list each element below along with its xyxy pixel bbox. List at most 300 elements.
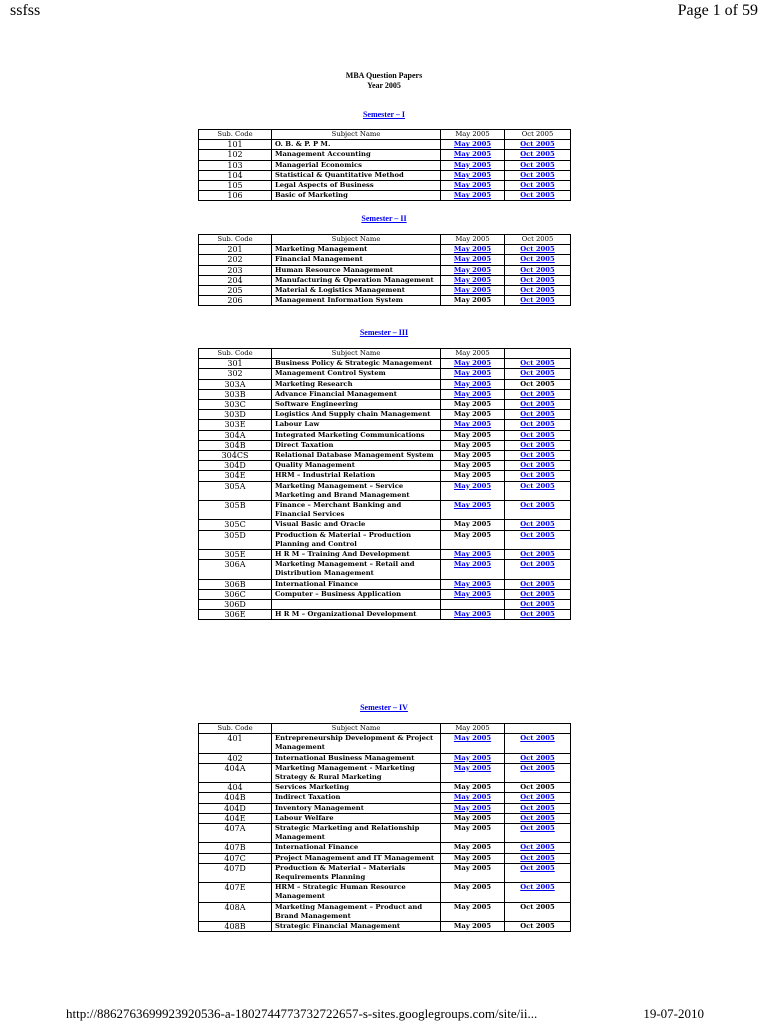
may-2005-paper-link[interactable]: May 2005	[453, 734, 492, 743]
may-2005-paper-link[interactable]: May 2005	[453, 560, 492, 569]
may-2005-cell	[441, 265, 505, 275]
may-2005-cell	[441, 763, 505, 782]
print-header-title: ssfss	[10, 2, 41, 19]
subject-name-cell: Marketing Research	[272, 379, 441, 389]
sub-code-cell: 408B	[199, 922, 272, 932]
oct-2005-cell	[505, 501, 571, 520]
table-row	[199, 853, 571, 863]
sub-code-cell: 304B	[199, 440, 272, 450]
subject-name-cell: Labour Law	[272, 420, 441, 430]
oct-2005-cell	[505, 600, 571, 610]
column-header-sub-code: Sub. Code	[199, 349, 272, 359]
sub-code-cell: 306B	[199, 579, 272, 589]
oct-2005-cell	[505, 461, 571, 471]
sub-code-cell: 305E	[199, 550, 272, 560]
may-2005-paper-link[interactable]: May 2005	[453, 181, 492, 190]
oct-2005-cell	[505, 824, 571, 843]
may-2005-paper-link[interactable]: May 2005	[453, 610, 492, 619]
subject-name-cell: HRM – Strategic Human Resource Management	[272, 883, 441, 902]
table-row	[199, 550, 571, 560]
oct-2005-cell	[505, 170, 571, 180]
oct-2005-paper-link[interactable]: Oct 2005	[520, 734, 555, 743]
subject-name-cell: Marketing Management - Marketing Strategy & Rural Marketing	[272, 763, 441, 782]
column-header-oct: Oct 2005	[505, 235, 571, 245]
may-2005-cell: May 2005	[441, 530, 505, 549]
oct-2005-paper-link[interactable]: Oct 2005	[520, 359, 555, 368]
table-row	[199, 793, 571, 803]
sub-code-cell: 401	[199, 734, 272, 753]
subject-name-cell: Project Management and IT Management	[272, 853, 441, 863]
may-2005-paper-link[interactable]: May 2005	[453, 420, 492, 429]
sub-code-cell: 407A	[199, 824, 272, 843]
may-2005-cell: May 2005	[441, 440, 505, 450]
may-2005-cell	[441, 191, 505, 201]
subject-name-cell: Business Policy & Strategic Management	[272, 359, 441, 369]
subject-name-cell: Managerial Economics	[272, 160, 441, 170]
subject-name-cell: Logistics And Supply chain Management	[272, 410, 441, 420]
table-row	[199, 379, 571, 389]
subject-name-cell: Human Resource Management	[272, 265, 441, 275]
may-2005-cell	[441, 359, 505, 369]
table-row	[199, 181, 571, 191]
oct-2005-cell	[505, 579, 571, 589]
may-2005-paper-link[interactable]: May 2005	[453, 579, 492, 588]
subject-name-cell: H R M – Organizational Development	[272, 610, 441, 620]
may-2005-cell: May 2005	[441, 520, 505, 530]
table-row	[199, 389, 571, 399]
may-2005-paper-link[interactable]: May 2005	[453, 275, 492, 284]
sub-code-cell: 404E	[199, 813, 272, 823]
oct-2005-paper-link[interactable]: Oct 2005	[520, 863, 555, 872]
table-row	[199, 530, 571, 549]
subject-name-cell: Entrepreneurship Development & Project Management	[272, 734, 441, 753]
may-2005-cell	[441, 793, 505, 803]
oct-2005-paper-link[interactable]: Oct 2005	[520, 140, 555, 149]
may-2005-cell: May 2005	[441, 883, 505, 902]
oct-2005-cell	[505, 589, 571, 599]
may-2005-paper-link[interactable]: May 2005	[453, 753, 492, 762]
oct-2005-paper-link[interactable]: Oct 2005	[520, 763, 555, 772]
sub-code-cell: 204	[199, 275, 272, 285]
sub-code-cell: 104	[199, 170, 272, 180]
oct-2005-cell	[505, 369, 571, 379]
sub-code-cell: 402	[199, 753, 272, 763]
table-row	[199, 400, 571, 410]
may-2005-cell	[441, 803, 505, 813]
subject-name-cell: Software Engineering	[272, 400, 441, 410]
may-2005-cell: May 2005	[441, 902, 505, 921]
sub-code-cell: 202	[199, 255, 272, 265]
table-row	[199, 600, 571, 610]
subject-name-cell: Relational Database Management System	[272, 451, 441, 461]
oct-2005-cell	[505, 400, 571, 410]
table-row	[199, 520, 571, 530]
table-row	[199, 610, 571, 620]
document-title-line1: MBA Question Papers	[345, 71, 423, 80]
oct-2005-paper-link[interactable]: Oct 2005	[520, 296, 555, 305]
table-row	[199, 753, 571, 763]
table-row	[199, 369, 571, 379]
column-header-subject-name: Subject Name	[272, 724, 441, 734]
semester-1-heading-link[interactable]: Semester – I	[362, 110, 406, 119]
column-header-oct: Oct 2005	[505, 130, 571, 140]
may-2005-paper-link[interactable]: May 2005	[453, 589, 492, 598]
column-header-sub-code: Sub. Code	[199, 235, 272, 245]
semester-4-table	[198, 723, 571, 932]
table-row	[199, 481, 571, 500]
table-row	[199, 902, 571, 921]
subject-name-cell: Management Control System	[272, 369, 441, 379]
table-row	[199, 589, 571, 599]
oct-2005-paper-link[interactable]: Oct 2005	[520, 369, 555, 378]
may-2005-cell	[441, 589, 505, 599]
oct-2005-cell	[505, 481, 571, 500]
oct-2005-paper-link[interactable]: Oct 2005	[520, 245, 555, 254]
oct-2005-paper-link[interactable]: Oct 2005	[520, 481, 555, 490]
table-row	[199, 410, 571, 420]
sub-code-cell: 407C	[199, 853, 272, 863]
oct-2005-paper-link[interactable]: Oct 2005	[520, 589, 555, 598]
sub-code-cell: 404	[199, 783, 272, 793]
oct-2005-cell	[505, 610, 571, 620]
table-row	[199, 824, 571, 843]
sub-code-cell: 105	[199, 181, 272, 191]
may-2005-cell	[441, 170, 505, 180]
oct-2005-paper-link[interactable]: Oct 2005	[520, 420, 555, 429]
table-row	[199, 286, 571, 296]
may-2005-paper-link[interactable]: May 2005	[453, 160, 492, 169]
may-2005-cell: May 2005	[441, 430, 505, 440]
sub-code-cell: 306C	[199, 589, 272, 599]
may-2005-cell: May 2005	[441, 783, 505, 793]
oct-2005-cell	[505, 843, 571, 853]
may-2005-paper-link[interactable]: May 2005	[453, 191, 492, 200]
subject-name-cell: Labour Welfare	[272, 813, 441, 823]
subject-name-cell: Marketing Management – Service Marketing and Brand Management	[272, 481, 441, 500]
may-2005-paper-link[interactable]: May 2005	[453, 501, 492, 510]
oct-2005-paper-link[interactable]: Oct 2005	[520, 170, 555, 179]
subject-name-cell: Indirect Taxation	[272, 793, 441, 803]
subject-name-cell: Integrated Marketing Communications	[272, 430, 441, 440]
may-2005-paper-link[interactable]: May 2005	[453, 245, 492, 254]
table-row	[199, 160, 571, 170]
may-2005-paper-link[interactable]: May 2005	[453, 379, 492, 388]
sub-code-cell: 404B	[199, 793, 272, 803]
subject-name-cell: Material & Logistics Management	[272, 286, 441, 296]
sub-code-cell: 304E	[199, 471, 272, 481]
oct-2005-cell	[505, 803, 571, 813]
oct-2005-paper-link[interactable]: Oct 2005	[520, 400, 555, 409]
may-2005-cell: May 2005	[441, 813, 505, 823]
subject-name-cell: Management Accounting	[272, 150, 441, 160]
sub-code-cell: 302	[199, 369, 272, 379]
oct-2005-cell	[505, 753, 571, 763]
may-2005-cell	[441, 753, 505, 763]
table-row	[199, 275, 571, 285]
oct-2005-cell	[505, 734, 571, 753]
oct-2005-cell	[505, 813, 571, 823]
document-title-line2: Year 2005	[367, 80, 401, 90]
column-header-may: May 2005	[441, 724, 505, 734]
oct-2005-cell	[505, 471, 571, 481]
may-2005-paper-link[interactable]: May 2005	[453, 265, 492, 274]
column-header-sub-code: Sub. Code	[199, 130, 272, 140]
oct-2005-cell	[505, 150, 571, 160]
table-row	[199, 783, 571, 793]
subject-name-cell: Strategic Financial Management	[272, 922, 441, 932]
oct-2005-paper-link[interactable]: Oct 2005	[520, 430, 555, 439]
subject-name-cell: International Finance	[272, 843, 441, 853]
oct-2005-cell	[505, 275, 571, 285]
may-2005-paper-link[interactable]: May 2005	[453, 140, 492, 149]
may-2005-paper-link[interactable]: May 2005	[453, 481, 492, 490]
may-2005-paper-link[interactable]: May 2005	[453, 150, 492, 159]
may-2005-cell: May 2005	[441, 400, 505, 410]
oct-2005-paper-link[interactable]: Oct 2005	[520, 181, 555, 190]
sub-code-cell: 404D	[199, 803, 272, 813]
subject-name-cell: HRM – Industrial Relation	[272, 471, 441, 481]
sub-code-cell: 201	[199, 245, 272, 255]
sub-code-cell: 306E	[199, 610, 272, 620]
subject-name-cell: Production & Material – Production Planning and Control	[272, 530, 441, 549]
table-row	[199, 359, 571, 369]
table-row	[199, 471, 571, 481]
oct-2005-paper-link[interactable]: Oct 2005	[520, 160, 555, 169]
oct-2005-paper-link[interactable]: Oct 2005	[520, 813, 555, 822]
oct-2005-paper-link[interactable]: Oct 2005	[520, 579, 555, 588]
oct-2005-paper-link[interactable]: Oct 2005	[520, 550, 555, 559]
may-2005-cell: May 2005	[441, 853, 505, 863]
column-header-subject-name: Subject Name	[272, 130, 441, 140]
subject-name-cell: H R M – Training And Development	[272, 550, 441, 560]
oct-2005-paper-link[interactable]: Oct 2005	[520, 753, 555, 762]
may-2005-cell: May 2005	[441, 461, 505, 471]
oct-2005-cell	[505, 140, 571, 150]
semester-4-heading-link[interactable]: Semester – IV	[360, 703, 408, 712]
sub-code-cell: 407E	[199, 883, 272, 902]
sub-code-cell: 303D	[199, 410, 272, 420]
sub-code-cell: 304CS	[199, 451, 272, 461]
oct-2005-paper-link[interactable]: Oct 2005	[520, 843, 555, 852]
column-header-oct	[505, 349, 571, 359]
column-header-subject-name: Subject Name	[272, 349, 441, 359]
oct-2005-cell	[505, 560, 571, 579]
column-header-sub-code: Sub. Code	[199, 724, 272, 734]
subject-name-cell: Manufacturing & Operation Management	[272, 275, 441, 285]
sub-code-cell: 102	[199, 150, 272, 160]
sub-code-cell: 303B	[199, 389, 272, 399]
may-2005-cell	[441, 550, 505, 560]
table-row	[199, 245, 571, 255]
may-2005-cell	[441, 140, 505, 150]
subject-name-cell: Marketing Management	[272, 245, 441, 255]
oct-2005-cell	[505, 389, 571, 399]
oct-2005-cell	[505, 853, 571, 863]
oct-2005-cell	[505, 265, 571, 275]
oct-2005-cell	[505, 763, 571, 782]
oct-2005-paper-link[interactable]: Oct 2005	[520, 440, 555, 449]
subject-name-cell: Services Marketing	[272, 783, 441, 793]
oct-2005-cell: Oct 2005	[505, 922, 571, 932]
sub-code-cell: 304A	[199, 430, 272, 440]
sub-code-cell: 305C	[199, 520, 272, 530]
may-2005-cell: May 2005	[441, 296, 505, 306]
may-2005-paper-link[interactable]: May 2005	[453, 389, 492, 398]
oct-2005-cell	[505, 520, 571, 530]
sub-code-cell: 206	[199, 296, 272, 306]
may-2005-cell	[441, 560, 505, 579]
oct-2005-cell	[505, 530, 571, 549]
table-row	[199, 501, 571, 520]
sub-code-cell: 303E	[199, 420, 272, 430]
may-2005-paper-link[interactable]: May 2005	[453, 359, 492, 368]
oct-2005-paper-link[interactable]: Oct 2005	[520, 265, 555, 274]
subject-name-cell: O. B. & P. P M.	[272, 140, 441, 150]
subject-name-cell: Finance – Merchant Banking and Financial Services	[272, 501, 441, 520]
oct-2005-paper-link[interactable]: Oct 2005	[520, 191, 555, 200]
may-2005-paper-link[interactable]: May 2005	[453, 255, 492, 264]
sub-code-cell: 101	[199, 140, 272, 150]
may-2005-cell	[441, 579, 505, 589]
oct-2005-paper-link[interactable]: Oct 2005	[520, 286, 555, 295]
table-row	[199, 803, 571, 813]
subject-name-cell: Inventory Management	[272, 803, 441, 813]
oct-2005-paper-link[interactable]: Oct 2005	[520, 793, 555, 802]
may-2005-cell: May 2005	[441, 843, 505, 853]
column-header-may: May 2005	[441, 349, 505, 359]
semester-2-table	[198, 234, 571, 306]
oct-2005-paper-link[interactable]: Oct 2005	[520, 389, 555, 398]
subject-name-cell: Visual Basic and Oracle	[272, 520, 441, 530]
table-row	[199, 430, 571, 440]
oct-2005-paper-link[interactable]: Oct 2005	[520, 520, 555, 529]
subject-name-cell: Financial Management	[272, 255, 441, 265]
table-row	[199, 560, 571, 579]
document-title	[0, 71, 768, 90]
oct-2005-paper-link[interactable]: Oct 2005	[520, 471, 555, 480]
semester-3-heading-link[interactable]: Semester – III	[359, 328, 409, 337]
oct-2005-cell	[505, 863, 571, 882]
oct-2005-paper-link[interactable]: Oct 2005	[520, 255, 555, 264]
oct-2005-paper-link[interactable]: Oct 2005	[520, 560, 555, 569]
oct-2005-paper-link[interactable]: Oct 2005	[520, 410, 555, 419]
sub-code-cell: 205	[199, 286, 272, 296]
oct-2005-paper-link[interactable]: Oct 2005	[520, 530, 555, 539]
may-2005-cell	[441, 501, 505, 520]
oct-2005-paper-link[interactable]: Oct 2005	[520, 150, 555, 159]
table-row	[199, 296, 571, 306]
semester-2-heading-link[interactable]: Semester – II	[361, 214, 407, 223]
may-2005-cell	[441, 389, 505, 399]
oct-2005-paper-link[interactable]: Oct 2005	[520, 600, 555, 609]
may-2005-paper-link[interactable]: May 2005	[453, 803, 492, 812]
oct-2005-cell	[505, 440, 571, 450]
sub-code-cell: 304D	[199, 461, 272, 471]
may-2005-cell: May 2005	[441, 471, 505, 481]
table-row	[199, 863, 571, 882]
may-2005-cell	[441, 610, 505, 620]
oct-2005-cell	[505, 245, 571, 255]
subject-name-cell: Legal Aspects of Business	[272, 181, 441, 191]
oct-2005-paper-link[interactable]: Oct 2005	[520, 275, 555, 284]
print-footer-date: 19-07-2010	[643, 1006, 704, 1021]
oct-2005-cell	[505, 255, 571, 265]
oct-2005-paper-link[interactable]: Oct 2005	[520, 803, 555, 812]
subject-name-cell: Direct Taxation	[272, 440, 441, 450]
may-2005-cell: May 2005	[441, 451, 505, 461]
oct-2005-paper-link[interactable]: Oct 2005	[520, 501, 555, 510]
may-2005-cell	[441, 481, 505, 500]
oct-2005-cell	[505, 451, 571, 461]
may-2005-paper-link[interactable]: May 2005	[453, 763, 492, 772]
table-row	[199, 922, 571, 932]
table-row	[199, 420, 571, 430]
may-2005-cell	[441, 420, 505, 430]
may-2005-paper-link[interactable]: May 2005	[453, 369, 492, 378]
may-2005-paper-link[interactable]: May 2005	[453, 793, 492, 802]
column-header-oct	[505, 724, 571, 734]
may-2005-cell: May 2005	[441, 410, 505, 420]
oct-2005-paper-link[interactable]: Oct 2005	[520, 461, 555, 470]
oct-2005-paper-link[interactable]: Oct 2005	[520, 451, 555, 460]
may-2005-paper-link[interactable]: May 2005	[453, 286, 492, 295]
subject-name-cell: Advance Financial Management	[272, 389, 441, 399]
oct-2005-cell	[505, 430, 571, 440]
sub-code-cell: 408A	[199, 902, 272, 921]
may-2005-cell	[441, 245, 505, 255]
sub-code-cell: 407B	[199, 843, 272, 853]
may-2005-cell	[441, 181, 505, 191]
may-2005-cell	[441, 369, 505, 379]
sub-code-cell: 303C	[199, 400, 272, 410]
table-row	[199, 170, 571, 180]
sub-code-cell: 303A	[199, 379, 272, 389]
subject-name-cell: International Finance	[272, 579, 441, 589]
oct-2005-paper-link[interactable]: Oct 2005	[520, 610, 555, 619]
subject-name-cell: Basic of Marketing	[272, 191, 441, 201]
sub-code-cell: 404A	[199, 763, 272, 782]
sub-code-cell: 305B	[199, 501, 272, 520]
oct-2005-paper-link[interactable]: Oct 2005	[520, 853, 555, 862]
table-row	[199, 813, 571, 823]
table-row	[199, 734, 571, 753]
print-header-page-number: Page 1 of 59	[677, 2, 758, 19]
may-2005-paper-link[interactable]: May 2005	[453, 550, 492, 559]
oct-2005-paper-link[interactable]: Oct 2005	[520, 824, 555, 833]
oct-2005-cell	[505, 420, 571, 430]
table-row	[199, 255, 571, 265]
may-2005-cell	[441, 255, 505, 265]
oct-2005-cell	[505, 160, 571, 170]
oct-2005-cell: Oct 2005	[505, 902, 571, 921]
subject-name-cell: Production & Material – Materials Requirements Planning	[272, 863, 441, 882]
oct-2005-paper-link[interactable]: Oct 2005	[520, 883, 555, 892]
sub-code-cell: 103	[199, 160, 272, 170]
sub-code-cell: 305D	[199, 530, 272, 549]
oct-2005-cell	[505, 883, 571, 902]
oct-2005-cell	[505, 286, 571, 296]
oct-2005-cell	[505, 793, 571, 803]
sub-code-cell: 407D	[199, 863, 272, 882]
column-header-subject-name: Subject Name	[272, 235, 441, 245]
may-2005-cell	[441, 275, 505, 285]
subject-name-cell: Marketing Management – Retail and Distribution Management	[272, 560, 441, 579]
may-2005-cell: May 2005	[441, 824, 505, 843]
subject-name-cell: Marketing Management – Product and Brand Management	[272, 902, 441, 921]
oct-2005-cell: Oct 2005	[505, 379, 571, 389]
table-row	[199, 579, 571, 589]
may-2005-paper-link[interactable]: May 2005	[453, 170, 492, 179]
